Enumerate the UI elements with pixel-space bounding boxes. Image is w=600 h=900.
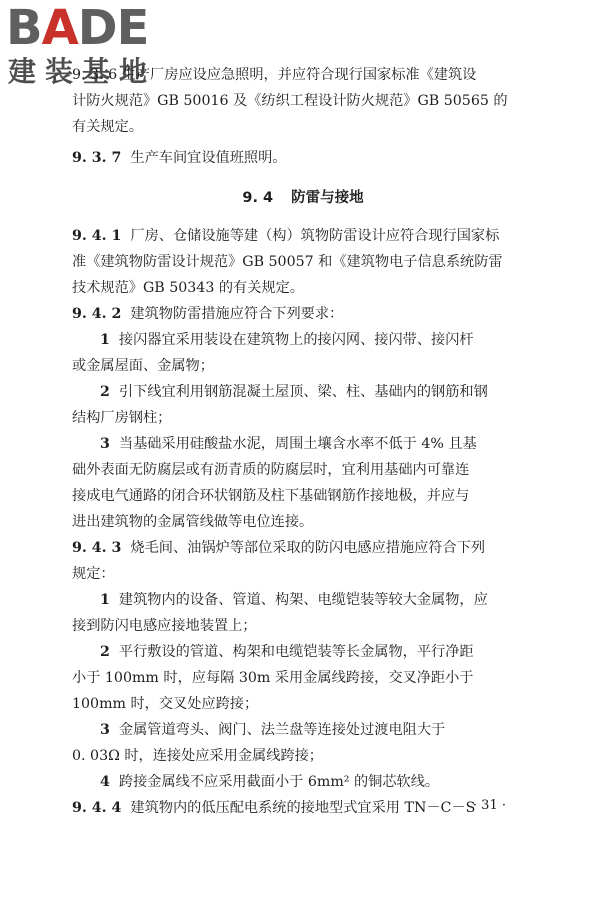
list-item-continuation: 或金属屋面、金属物； — [72, 358, 214, 374]
list-item-continuation: 0. 03Ω 时，连接处应采用金属线跨接； — [72, 748, 323, 764]
logo-latin: BADE — [6, 0, 149, 56]
clause-number: 9. 4. 2 — [72, 306, 122, 322]
list-item-continuation: 小于 100mm 时，应每隔 30m 采用金属线跨接，交叉净距小于 — [72, 670, 474, 686]
clause-9-4-1-line: 9. 4. 1 厂房、仓储设施等建（构）筑物防雷设计应符合现行国家标 — [72, 228, 500, 244]
list-item-continuation: 础外表面无防腐层或有沥青质的防腐层时，宜利用基础内可靠连 — [72, 462, 470, 478]
item-number: 3 — [100, 436, 110, 452]
item-number: 2 — [100, 384, 110, 400]
section-heading-9-4 — [72, 185, 534, 211]
list-item: 1 建筑物内的设备、管道、构架、电缆铠装等较大金属物，应 — [100, 592, 488, 608]
clause-9-3-7: 9. 3. 7 生产车间宜设值班照明。 — [72, 150, 287, 166]
item-number: 2 — [100, 644, 110, 660]
clause-number: 9. 4. 1 — [72, 228, 122, 244]
section-title: 防雷与接地 — [291, 190, 364, 206]
clause-9-4-3-line: 规定： — [72, 566, 115, 582]
clause-9-3-6-line: 计防火规范》GB 50016 及《纺织工程设计防火规范》GB 50565 的 — [72, 93, 508, 109]
section-number: 9. 4 — [242, 190, 274, 206]
clause-9-3-6-line: 有关规定。 — [72, 119, 143, 135]
list-item: 2 引下线宜利用钢筋混凝土屋顶、梁、柱、基础内的钢筋和钢 — [100, 384, 488, 400]
clause-number: 9. 4. 3 — [72, 540, 122, 556]
list-item-continuation: 接到防闪电感应接地装置上； — [72, 618, 257, 634]
clause-9-4-1-line: 技术规范》GB 50343 的有关规定。 — [72, 280, 304, 296]
list-item: 1 接闪器宜采用装设在建筑物上的接闪网、接闪带、接闪杆 — [100, 332, 474, 348]
item-number: 1 — [100, 592, 110, 608]
list-item-continuation: 结构厂房钢柱； — [72, 410, 172, 426]
clause-9-4-4: 9. 4. 4 建筑物内的低压配电系统的接地型式宜采用 TN－C－S — [72, 800, 476, 816]
list-item: 3 当基础采用硅酸盐水泥，周围土壤含水率不低于 4% 且基 — [100, 436, 477, 452]
list-item-continuation: 100mm 时，交叉处应跨接； — [72, 696, 259, 712]
clause-9-4-1-line: 准《建筑物防雷设计规范》GB 50057 和《建筑物电子信息系统防雷 — [72, 254, 503, 270]
page-number: · 31 · — [472, 798, 506, 813]
item-number: 3 — [100, 722, 110, 738]
list-item-continuation: 接成电气通路的闭合环状钢筋及柱下基础钢筋作接地极，并应与 — [72, 488, 470, 504]
clause-9-3-6-line: 9. 3. 6 生产厂房应设应急照明，并应符合现行国家标准《建筑设 — [72, 67, 477, 83]
item-number: 1 — [100, 332, 110, 348]
logo-chinese: 建装基地 — [8, 55, 157, 88]
list-item: 3 金属管道弯头、阀门、法兰盘等连接处过渡电阻大于 — [100, 722, 446, 738]
list-item-continuation: 进出建筑物的金属管线做等电位连接。 — [72, 514, 314, 530]
clause-9-4-2: 9. 4. 2 建筑物防雷措施应符合下列要求： — [72, 306, 344, 322]
clause-number: 9. 4. 4 — [72, 800, 122, 816]
list-item: 4 跨接金属线不应采用截面小于 6mm² 的铜芯软线。 — [100, 774, 440, 790]
list-item: 2 平行敷设的管道、构架和电缆铠装等长金属物，平行净距 — [100, 644, 474, 660]
item-number: 4 — [100, 774, 110, 790]
clause-number: 9. 3. 7 — [72, 150, 122, 166]
clause-9-4-3-line: 9. 4. 3 烧毛间、油锅炉等部位采取的防闪电感应措施应符合下列 — [72, 540, 486, 556]
page-body — [72, 62, 534, 821]
